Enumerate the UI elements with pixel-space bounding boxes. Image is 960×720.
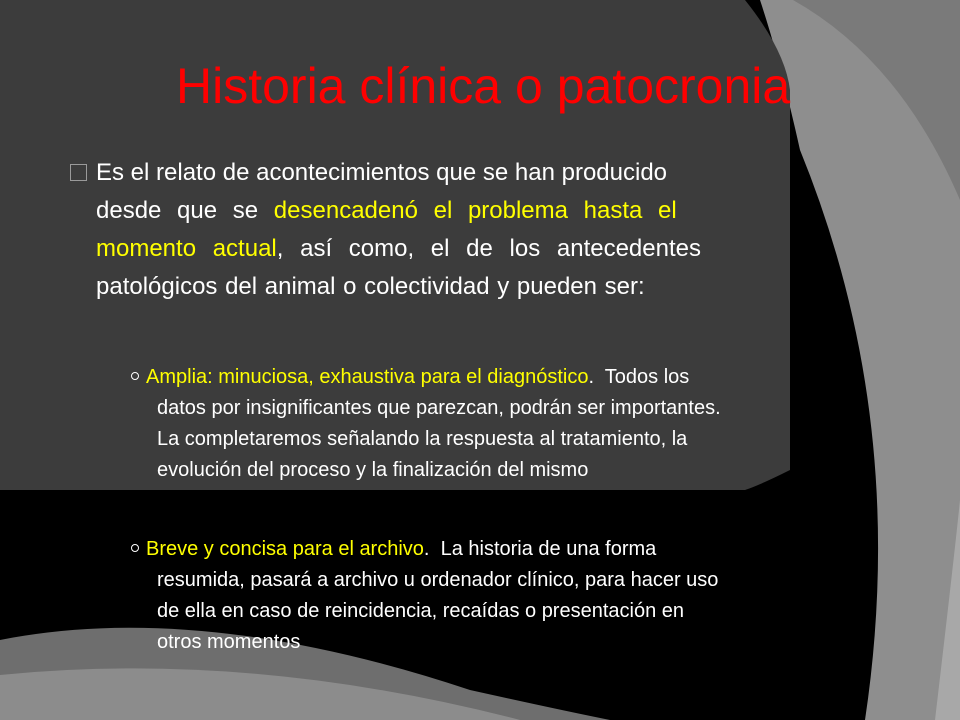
circle-bullet-icon [131, 372, 139, 380]
sub-bullet-amplia: Amplia: minuciosa, exhaustiva para el diagnóstico. Todos los datos por insignificantes que parezcan, podrán ser importantes. La completaremos señalando la respuesta al tratamiento, la evolución del proceso y la finalización del mismo [131, 362, 931, 486]
main-paragraph [54, 154, 854, 306]
highlight-text: Amplia: minuciosa, exhaustiva para el diagnóstico [146, 366, 589, 388]
highlight-text: Breve y concisa para el archivo [146, 538, 424, 560]
main-line-2: desde que se desencadenó el problema hasta el [54, 192, 854, 230]
highlight-text: desencadenó el problema hasta el [273, 197, 677, 224]
highlight-text: momento actual [96, 235, 277, 262]
circle-bullet-icon [131, 544, 139, 552]
main-line-1: Es el relato de acontecimientos que se han producido [54, 154, 854, 192]
main-line-4: patológicos del animal o colectividad y pueden ser: [96, 273, 645, 300]
square-bullet-icon [70, 164, 87, 181]
slide-title: Historia clínica o patocronia [176, 58, 791, 114]
sub-bullet-breve: Breve y concisa para el archivo. La historia de una forma resumida, pasará a archivo u ordenador clínico, para hacer uso de ella en caso de reincidencia, recaídas o presentación en otros momentos [131, 534, 931, 658]
main-line-3: momento actual , así como, el de los antecedentes [54, 230, 854, 268]
